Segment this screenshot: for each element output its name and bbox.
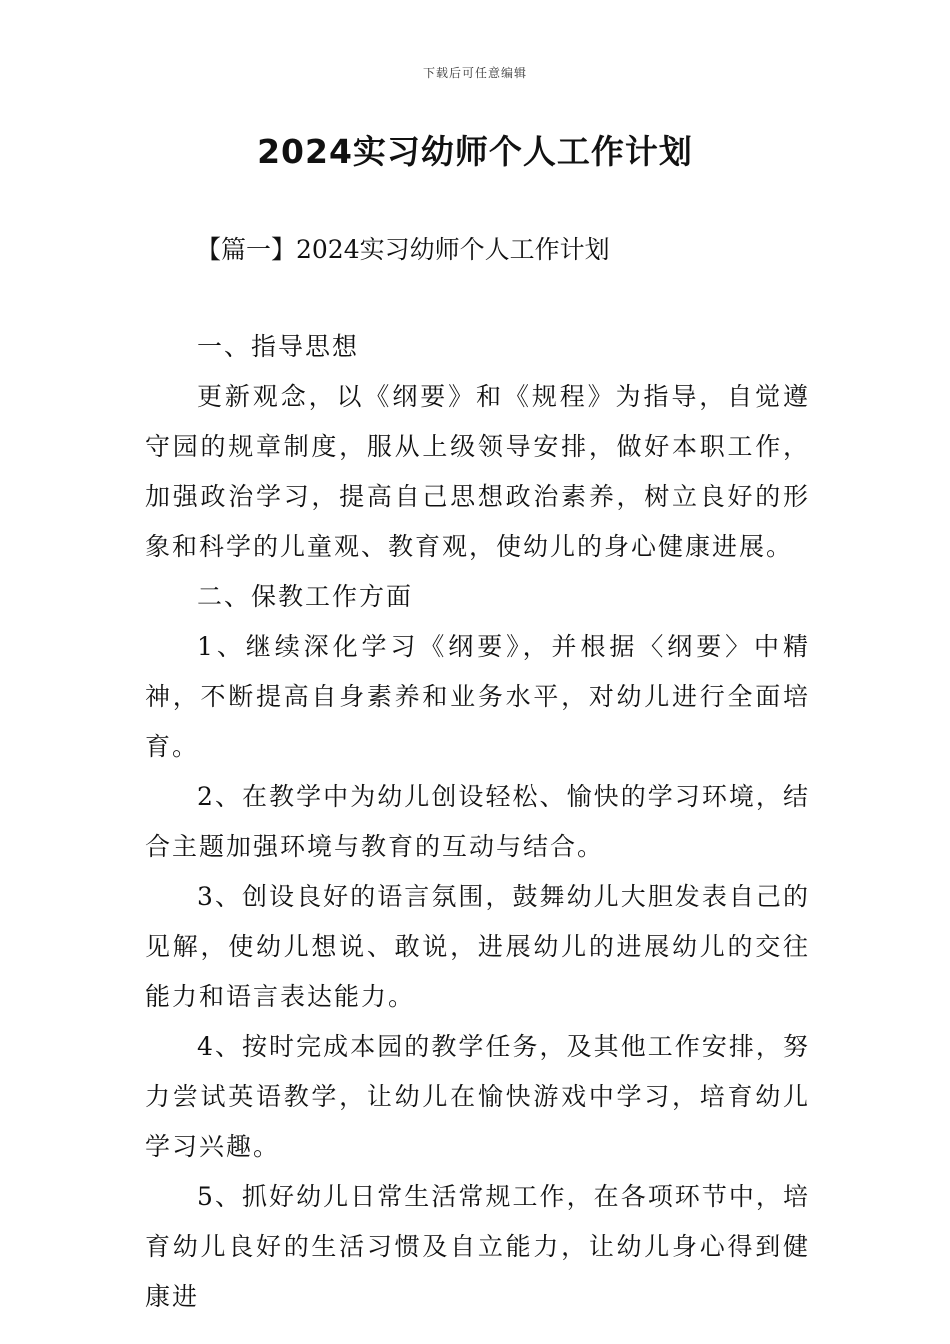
paragraph-item-4: 4、按时完成本园的教学任务，及其他工作安排，努力尝试英语教学，让幼儿在愉快游戏中学习，培育幼儿学习兴趣。 bbox=[145, 1032, 810, 1161]
section-heading: 【篇一】2024实习幼师个人工作计划 bbox=[196, 235, 610, 264]
document-title: 2024实习幼师个人工作计划 bbox=[257, 132, 693, 171]
heading-guiding-thought: 一、指导思想 bbox=[197, 332, 360, 361]
paragraph-item-3: 3、创设良好的语言氛围，鼓舞幼儿大胆发表自己的见解，使幼儿想说、敢说，进展幼儿的进展幼儿的交往能力和语言表达能力。 bbox=[145, 882, 810, 1011]
paragraph-guiding-thought: 更新观念，以《纲要》和《规程》为指导，自觉遵守园的规章制度，服从上级领导安排，做好本职工作，加强政治学习，提高自己思想政治素养，树立良好的形象和科学的儿童观、教育观，使幼儿的身心健康进展。 bbox=[145, 382, 810, 561]
header-note: 下载后可任意编辑 bbox=[422, 66, 527, 80]
paragraph-item-1: 1、继续深化学习《纲要》，并根据〈纲要〉中精神，不断提高自身素养和业务水平，对幼儿进行全面培育。 bbox=[145, 632, 810, 761]
document-body bbox=[145, 322, 810, 1322]
paragraph-item-5: 5、抓好幼儿日常生活常规工作，在各项环节中，培育幼儿良好的生活习惯及自立能力，让幼儿身心得到健康进 bbox=[145, 1182, 810, 1311]
heading-teaching-work: 二、保教工作方面 bbox=[197, 582, 414, 611]
paragraph-item-2: 2、在教学中为幼儿创设轻松、愉快的学习环境，结合主题加强环境与教育的互动与结合。 bbox=[145, 782, 810, 861]
